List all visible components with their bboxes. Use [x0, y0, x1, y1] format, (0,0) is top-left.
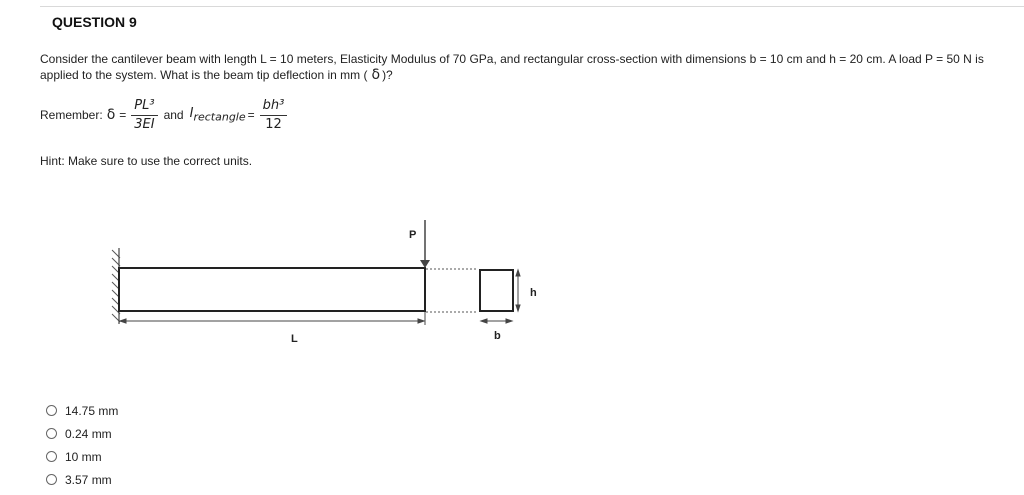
- width-dimension: [481, 319, 512, 323]
- delta-symbol: δ: [371, 67, 381, 83]
- projection-lines: [426, 269, 478, 312]
- delta-symbol: δ: [106, 107, 116, 123]
- length-label: L: [291, 333, 298, 345]
- answer-option[interactable]: [46, 399, 118, 422]
- cross-section: [480, 270, 513, 311]
- option-label: 3.57 mm: [65, 472, 112, 487]
- radio-button[interactable]: [46, 451, 57, 462]
- load-arrow: [420, 220, 430, 268]
- option-label: 14.75 mm: [65, 403, 119, 418]
- width-label: b: [494, 330, 501, 342]
- inertia-subscript: rectangle: [193, 110, 246, 124]
- radio-button[interactable]: [46, 405, 57, 416]
- radio-button[interactable]: [46, 428, 57, 439]
- question-end: )?: [382, 68, 393, 82]
- inertia-i: I: [189, 106, 194, 122]
- answer-options: [46, 399, 118, 491]
- equals-sign-2: =: [247, 108, 255, 122]
- option-label: 10 mm: [65, 449, 102, 464]
- height-dimension: [516, 270, 520, 311]
- length-dimension: [120, 312, 425, 325]
- height-label: h: [530, 287, 537, 299]
- radio-button[interactable]: [46, 474, 57, 485]
- load-label: P: [409, 229, 417, 241]
- equals-sign: =: [119, 108, 127, 122]
- and-text: and: [163, 108, 184, 122]
- option-label: 0.24 mm: [65, 426, 112, 441]
- hint-text: Hint: Make sure to use the correct units.: [40, 154, 253, 168]
- question-body: Consider the cantilever beam with length L = 10 meters, Elasticity Modulus of 70 GPa, and rectangular cross-section with dimensions b = 10 cm and h = 20 cm. A load P = 50 N is applied to the system. What is the beam tip deflection in mm (: [40, 52, 984, 82]
- answer-option[interactable]: [46, 468, 118, 491]
- formula-denominator: 3EI: [134, 116, 155, 132]
- question-title: QUESTION 9: [52, 14, 137, 30]
- formula-numerator: PL³: [131, 98, 157, 116]
- remember-label: Remember:: [40, 108, 103, 122]
- answer-option[interactable]: [46, 445, 118, 468]
- inertia-denominator: 12: [265, 116, 282, 132]
- answer-option[interactable]: [46, 422, 118, 445]
- beam: [119, 268, 425, 311]
- inertia-numerator: bh³: [260, 98, 288, 116]
